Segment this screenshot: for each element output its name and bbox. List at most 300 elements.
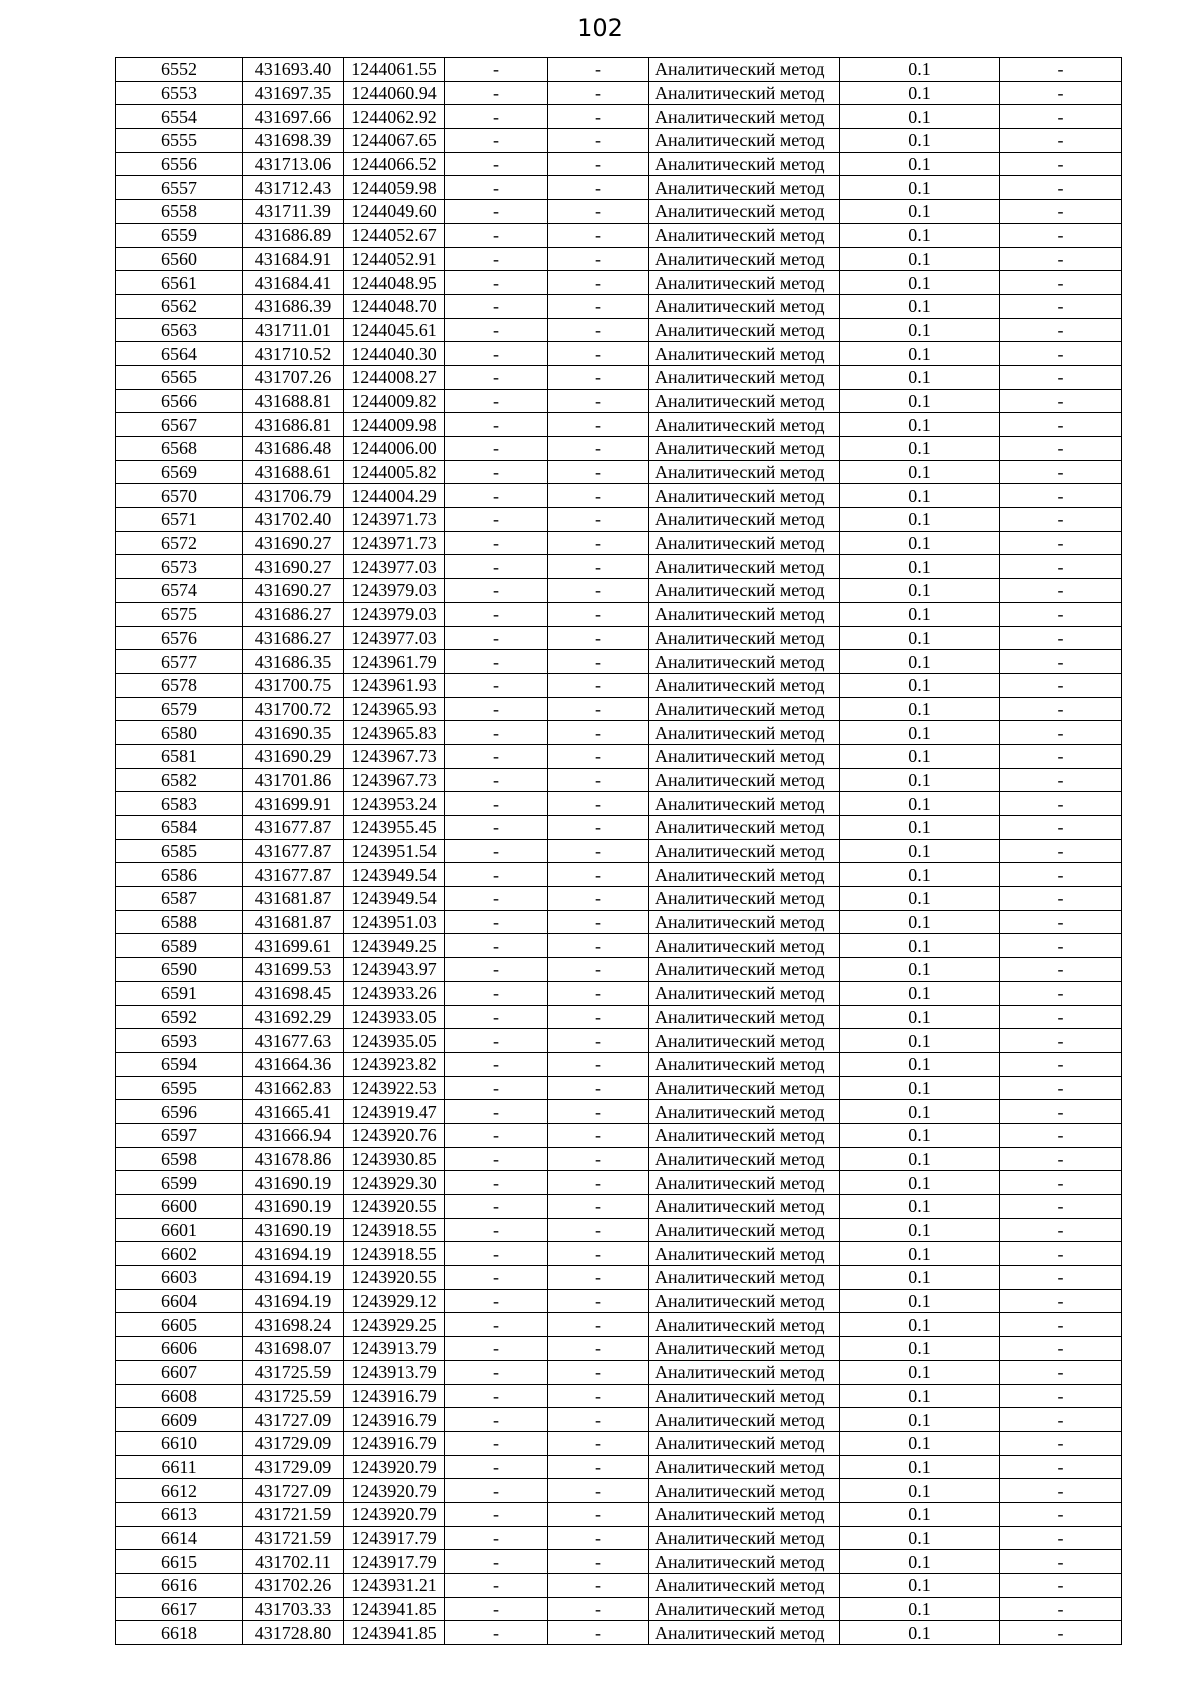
empty-dash-cell: -: [445, 1313, 548, 1337]
method-cell: Аналитический метод: [649, 1052, 840, 1076]
point-number-cell: 6569: [116, 460, 243, 484]
x-coordinate-cell: 431694.19: [243, 1242, 344, 1266]
x-coordinate-cell: 431702.11: [243, 1550, 344, 1574]
empty-dash-cell: -: [1000, 1218, 1122, 1242]
x-coordinate-cell: 431692.29: [243, 1005, 344, 1029]
empty-dash-cell: -: [548, 1029, 649, 1053]
x-coordinate-cell: 431711.39: [243, 200, 344, 224]
y-coordinate-cell: 1243961.93: [344, 673, 445, 697]
empty-dash-cell: -: [548, 1052, 649, 1076]
empty-dash-cell: -: [548, 816, 649, 840]
method-cell: Аналитический метод: [649, 223, 840, 247]
accuracy-cell: 0.1: [840, 1455, 1000, 1479]
table-row: [116, 1100, 1122, 1124]
empty-dash-cell: -: [548, 910, 649, 934]
table-row: [116, 839, 1122, 863]
table-row: [116, 294, 1122, 318]
accuracy-cell: 0.1: [840, 1195, 1000, 1219]
x-coordinate-cell: 431690.35: [243, 721, 344, 745]
y-coordinate-cell: 1243949.54: [344, 863, 445, 887]
method-cell: Аналитический метод: [649, 1266, 840, 1290]
empty-dash-cell: -: [1000, 1431, 1122, 1455]
accuracy-cell: 0.1: [840, 176, 1000, 200]
point-number-cell: 6564: [116, 342, 243, 366]
table-row: [116, 1431, 1122, 1455]
accuracy-cell: 0.1: [840, 129, 1000, 153]
empty-dash-cell: -: [548, 1005, 649, 1029]
point-number-cell: 6586: [116, 863, 243, 887]
empty-dash-cell: -: [1000, 792, 1122, 816]
empty-dash-cell: -: [1000, 697, 1122, 721]
method-cell: Аналитический метод: [649, 200, 840, 224]
accuracy-cell: 0.1: [840, 318, 1000, 342]
empty-dash-cell: -: [445, 271, 548, 295]
method-cell: Аналитический метод: [649, 697, 840, 721]
method-cell: Аналитический метод: [649, 626, 840, 650]
coordinates-table: [115, 57, 1122, 1645]
point-number-cell: 6560: [116, 247, 243, 271]
table-row: [116, 460, 1122, 484]
empty-dash-cell: -: [548, 223, 649, 247]
y-coordinate-cell: 1243943.97: [344, 958, 445, 982]
table-row: [116, 1313, 1122, 1337]
point-number-cell: 6612: [116, 1479, 243, 1503]
accuracy-cell: 0.1: [840, 365, 1000, 389]
point-number-cell: 6597: [116, 1123, 243, 1147]
accuracy-cell: 0.1: [840, 816, 1000, 840]
table-row: [116, 1218, 1122, 1242]
y-coordinate-cell: 1244009.98: [344, 413, 445, 437]
accuracy-cell: 0.1: [840, 508, 1000, 532]
empty-dash-cell: -: [445, 1218, 548, 1242]
accuracy-cell: 0.1: [840, 673, 1000, 697]
table-row: [116, 1408, 1122, 1432]
point-number-cell: 6584: [116, 816, 243, 840]
empty-dash-cell: -: [548, 1123, 649, 1147]
empty-dash-cell: -: [1000, 1289, 1122, 1313]
empty-dash-cell: -: [1000, 1195, 1122, 1219]
empty-dash-cell: -: [548, 1597, 649, 1621]
table-row: [116, 271, 1122, 295]
accuracy-cell: 0.1: [840, 555, 1000, 579]
table-row: [116, 721, 1122, 745]
method-cell: Аналитический метод: [649, 1384, 840, 1408]
empty-dash-cell: -: [445, 1076, 548, 1100]
empty-dash-cell: -: [548, 152, 649, 176]
empty-dash-cell: -: [1000, 1123, 1122, 1147]
table-row: [116, 626, 1122, 650]
method-cell: Аналитический метод: [649, 1147, 840, 1171]
x-coordinate-cell: 431721.59: [243, 1526, 344, 1550]
accuracy-cell: 0.1: [840, 531, 1000, 555]
accuracy-cell: 0.1: [840, 58, 1000, 82]
empty-dash-cell: -: [1000, 981, 1122, 1005]
method-cell: Аналитический метод: [649, 437, 840, 461]
y-coordinate-cell: 1243920.55: [344, 1195, 445, 1219]
table-row: [116, 816, 1122, 840]
empty-dash-cell: -: [1000, 152, 1122, 176]
empty-dash-cell: -: [548, 1195, 649, 1219]
y-coordinate-cell: 1243941.85: [344, 1597, 445, 1621]
method-cell: Аналитический метод: [649, 1218, 840, 1242]
empty-dash-cell: -: [445, 365, 548, 389]
accuracy-cell: 0.1: [840, 223, 1000, 247]
accuracy-cell: 0.1: [840, 437, 1000, 461]
x-coordinate-cell: 431681.87: [243, 887, 344, 911]
point-number-cell: 6578: [116, 673, 243, 697]
accuracy-cell: 0.1: [840, 1597, 1000, 1621]
accuracy-cell: 0.1: [840, 413, 1000, 437]
empty-dash-cell: -: [548, 1455, 649, 1479]
empty-dash-cell: -: [445, 389, 548, 413]
x-coordinate-cell: 431690.27: [243, 579, 344, 603]
empty-dash-cell: -: [548, 1076, 649, 1100]
point-number-cell: 6567: [116, 413, 243, 437]
empty-dash-cell: -: [548, 1526, 649, 1550]
x-coordinate-cell: 431729.09: [243, 1455, 344, 1479]
empty-dash-cell: -: [548, 1242, 649, 1266]
empty-dash-cell: -: [445, 981, 548, 1005]
accuracy-cell: 0.1: [840, 271, 1000, 295]
empty-dash-cell: -: [445, 1147, 548, 1171]
point-number-cell: 6577: [116, 650, 243, 674]
point-number-cell: 6606: [116, 1337, 243, 1361]
x-coordinate-cell: 431706.79: [243, 484, 344, 508]
y-coordinate-cell: 1243917.79: [344, 1550, 445, 1574]
method-cell: Аналитический метод: [649, 271, 840, 295]
point-number-cell: 6552: [116, 58, 243, 82]
x-coordinate-cell: 431707.26: [243, 365, 344, 389]
empty-dash-cell: -: [548, 129, 649, 153]
y-coordinate-cell: 1243929.30: [344, 1171, 445, 1195]
point-number-cell: 6609: [116, 1408, 243, 1432]
y-coordinate-cell: 1243961.79: [344, 650, 445, 674]
empty-dash-cell: -: [1000, 58, 1122, 82]
empty-dash-cell: -: [445, 294, 548, 318]
method-cell: Аналитический метод: [649, 81, 840, 105]
x-coordinate-cell: 431686.27: [243, 602, 344, 626]
table-row: [116, 910, 1122, 934]
point-number-cell: 6601: [116, 1218, 243, 1242]
method-cell: Аналитический метод: [649, 1123, 840, 1147]
accuracy-cell: 0.1: [840, 247, 1000, 271]
empty-dash-cell: -: [1000, 247, 1122, 271]
x-coordinate-cell: 431686.39: [243, 294, 344, 318]
method-cell: Аналитический метод: [649, 1526, 840, 1550]
y-coordinate-cell: 1243967.73: [344, 768, 445, 792]
y-coordinate-cell: 1243977.03: [344, 555, 445, 579]
empty-dash-cell: -: [445, 531, 548, 555]
method-cell: Аналитический метод: [649, 958, 840, 982]
y-coordinate-cell: 1243916.79: [344, 1431, 445, 1455]
method-cell: Аналитический метод: [649, 1408, 840, 1432]
point-number-cell: 6590: [116, 958, 243, 982]
empty-dash-cell: -: [548, 365, 649, 389]
x-coordinate-cell: 431677.87: [243, 839, 344, 863]
empty-dash-cell: -: [548, 934, 649, 958]
method-cell: Аналитический метод: [649, 1005, 840, 1029]
empty-dash-cell: -: [548, 294, 649, 318]
y-coordinate-cell: 1243951.03: [344, 910, 445, 934]
accuracy-cell: 0.1: [840, 650, 1000, 674]
point-number-cell: 6613: [116, 1502, 243, 1526]
y-coordinate-cell: 1244008.27: [344, 365, 445, 389]
y-coordinate-cell: 1243913.79: [344, 1360, 445, 1384]
table-row: [116, 697, 1122, 721]
accuracy-cell: 0.1: [840, 1289, 1000, 1313]
empty-dash-cell: -: [548, 1360, 649, 1384]
table-row: [116, 531, 1122, 555]
table-row: [116, 437, 1122, 461]
y-coordinate-cell: 1243920.55: [344, 1266, 445, 1290]
x-coordinate-cell: 431699.61: [243, 934, 344, 958]
point-number-cell: 6576: [116, 626, 243, 650]
empty-dash-cell: -: [1000, 1076, 1122, 1100]
empty-dash-cell: -: [548, 271, 649, 295]
empty-dash-cell: -: [445, 768, 548, 792]
empty-dash-cell: -: [1000, 508, 1122, 532]
point-number-cell: 6580: [116, 721, 243, 745]
accuracy-cell: 0.1: [840, 768, 1000, 792]
page-number: 102: [577, 14, 623, 42]
table-row: [116, 744, 1122, 768]
accuracy-cell: 0.1: [840, 934, 1000, 958]
point-number-cell: 6593: [116, 1029, 243, 1053]
empty-dash-cell: -: [548, 1574, 649, 1598]
empty-dash-cell: -: [548, 1313, 649, 1337]
point-number-cell: 6559: [116, 223, 243, 247]
empty-dash-cell: -: [548, 602, 649, 626]
table-row: [116, 1574, 1122, 1598]
table-row: [116, 1502, 1122, 1526]
x-coordinate-cell: 431725.59: [243, 1360, 344, 1384]
accuracy-cell: 0.1: [840, 626, 1000, 650]
table-row: [116, 152, 1122, 176]
table-row: [116, 1171, 1122, 1195]
x-coordinate-cell: 431697.66: [243, 105, 344, 129]
method-cell: Аналитический метод: [649, 792, 840, 816]
x-coordinate-cell: 431725.59: [243, 1384, 344, 1408]
accuracy-cell: 0.1: [840, 1100, 1000, 1124]
y-coordinate-cell: 1243913.79: [344, 1337, 445, 1361]
x-coordinate-cell: 431699.53: [243, 958, 344, 982]
empty-dash-cell: -: [1000, 816, 1122, 840]
accuracy-cell: 0.1: [840, 1147, 1000, 1171]
table-row: [116, 413, 1122, 437]
empty-dash-cell: -: [445, 129, 548, 153]
point-number-cell: 6562: [116, 294, 243, 318]
empty-dash-cell: -: [1000, 721, 1122, 745]
empty-dash-cell: -: [445, 673, 548, 697]
table-row: [116, 1597, 1122, 1621]
method-cell: Аналитический метод: [649, 318, 840, 342]
x-coordinate-cell: 431662.83: [243, 1076, 344, 1100]
empty-dash-cell: -: [548, 437, 649, 461]
method-cell: Аналитический метод: [649, 602, 840, 626]
method-cell: Аналитический метод: [649, 1550, 840, 1574]
empty-dash-cell: -: [548, 1621, 649, 1645]
empty-dash-cell: -: [548, 413, 649, 437]
method-cell: Аналитический метод: [649, 768, 840, 792]
y-coordinate-cell: 1244005.82: [344, 460, 445, 484]
empty-dash-cell: -: [445, 1337, 548, 1361]
x-coordinate-cell: 431711.01: [243, 318, 344, 342]
x-coordinate-cell: 431684.41: [243, 271, 344, 295]
empty-dash-cell: -: [548, 105, 649, 129]
point-number-cell: 6614: [116, 1526, 243, 1550]
y-coordinate-cell: 1243979.03: [344, 602, 445, 626]
point-number-cell: 6611: [116, 1455, 243, 1479]
accuracy-cell: 0.1: [840, 1526, 1000, 1550]
method-cell: Аналитический метод: [649, 1195, 840, 1219]
empty-dash-cell: -: [1000, 1384, 1122, 1408]
empty-dash-cell: -: [445, 1195, 548, 1219]
method-cell: Аналитический метод: [649, 887, 840, 911]
x-coordinate-cell: 431686.27: [243, 626, 344, 650]
empty-dash-cell: -: [1000, 1550, 1122, 1574]
x-coordinate-cell: 431684.91: [243, 247, 344, 271]
accuracy-cell: 0.1: [840, 1029, 1000, 1053]
table-row: [116, 1337, 1122, 1361]
empty-dash-cell: -: [445, 1408, 548, 1432]
empty-dash-cell: -: [1000, 555, 1122, 579]
x-coordinate-cell: 431700.72: [243, 697, 344, 721]
empty-dash-cell: -: [1000, 1408, 1122, 1432]
empty-dash-cell: -: [445, 579, 548, 603]
method-cell: Аналитический метод: [649, 1597, 840, 1621]
empty-dash-cell: -: [1000, 389, 1122, 413]
empty-dash-cell: -: [1000, 768, 1122, 792]
method-cell: Аналитический метод: [649, 58, 840, 82]
x-coordinate-cell: 431665.41: [243, 1100, 344, 1124]
y-coordinate-cell: 1243917.79: [344, 1526, 445, 1550]
x-coordinate-cell: 431690.27: [243, 555, 344, 579]
point-number-cell: 6600: [116, 1195, 243, 1219]
empty-dash-cell: -: [548, 863, 649, 887]
accuracy-cell: 0.1: [840, 744, 1000, 768]
method-cell: Аналитический метод: [649, 1076, 840, 1100]
table-row: [116, 579, 1122, 603]
empty-dash-cell: -: [548, 200, 649, 224]
method-cell: Аналитический метод: [649, 863, 840, 887]
y-coordinate-cell: 1243922.53: [344, 1076, 445, 1100]
empty-dash-cell: -: [445, 721, 548, 745]
accuracy-cell: 0.1: [840, 1242, 1000, 1266]
empty-dash-cell: -: [548, 579, 649, 603]
method-cell: Аналитический метод: [649, 365, 840, 389]
accuracy-cell: 0.1: [840, 792, 1000, 816]
point-number-cell: 6554: [116, 105, 243, 129]
empty-dash-cell: -: [1000, 176, 1122, 200]
x-coordinate-cell: 431686.81: [243, 413, 344, 437]
y-coordinate-cell: 1244062.92: [344, 105, 445, 129]
x-coordinate-cell: 431678.86: [243, 1147, 344, 1171]
empty-dash-cell: -: [445, 1479, 548, 1503]
y-coordinate-cell: 1243971.73: [344, 531, 445, 555]
accuracy-cell: 0.1: [840, 1076, 1000, 1100]
method-cell: Аналитический метод: [649, 1313, 840, 1337]
method-cell: Аналитический метод: [649, 981, 840, 1005]
y-coordinate-cell: 1243916.79: [344, 1408, 445, 1432]
method-cell: Аналитический метод: [649, 1242, 840, 1266]
method-cell: Аналитический метод: [649, 389, 840, 413]
point-number-cell: 6591: [116, 981, 243, 1005]
point-number-cell: 6581: [116, 744, 243, 768]
x-coordinate-cell: 431686.48: [243, 437, 344, 461]
empty-dash-cell: -: [445, 81, 548, 105]
point-number-cell: 6608: [116, 1384, 243, 1408]
accuracy-cell: 0.1: [840, 1502, 1000, 1526]
empty-dash-cell: -: [548, 1384, 649, 1408]
y-coordinate-cell: 1243933.05: [344, 1005, 445, 1029]
accuracy-cell: 0.1: [840, 1360, 1000, 1384]
table-row: [116, 1360, 1122, 1384]
empty-dash-cell: -: [548, 1147, 649, 1171]
empty-dash-cell: -: [445, 413, 548, 437]
empty-dash-cell: -: [445, 247, 548, 271]
empty-dash-cell: -: [1000, 626, 1122, 650]
empty-dash-cell: -: [1000, 1266, 1122, 1290]
table-row: [116, 650, 1122, 674]
empty-dash-cell: -: [1000, 958, 1122, 982]
table-row: [116, 389, 1122, 413]
empty-dash-cell: -: [1000, 1597, 1122, 1621]
y-coordinate-cell: 1243920.76: [344, 1123, 445, 1147]
method-cell: Аналитический метод: [649, 721, 840, 745]
y-coordinate-cell: 1243933.26: [344, 981, 445, 1005]
empty-dash-cell: -: [1000, 673, 1122, 697]
y-coordinate-cell: 1244006.00: [344, 437, 445, 461]
table-row: [116, 484, 1122, 508]
accuracy-cell: 0.1: [840, 887, 1000, 911]
empty-dash-cell: -: [1000, 413, 1122, 437]
empty-dash-cell: -: [445, 460, 548, 484]
x-coordinate-cell: 431681.87: [243, 910, 344, 934]
point-number-cell: 6599: [116, 1171, 243, 1195]
table-row: [116, 176, 1122, 200]
empty-dash-cell: -: [548, 460, 649, 484]
accuracy-cell: 0.1: [840, 1123, 1000, 1147]
empty-dash-cell: -: [1000, 1621, 1122, 1645]
point-number-cell: 6607: [116, 1360, 243, 1384]
empty-dash-cell: -: [445, 105, 548, 129]
empty-dash-cell: -: [445, 1502, 548, 1526]
method-cell: Аналитический метод: [649, 1360, 840, 1384]
point-number-cell: 6568: [116, 437, 243, 461]
point-number-cell: 6553: [116, 81, 243, 105]
x-coordinate-cell: 431666.94: [243, 1123, 344, 1147]
empty-dash-cell: -: [445, 1384, 548, 1408]
empty-dash-cell: -: [1000, 484, 1122, 508]
empty-dash-cell: -: [548, 389, 649, 413]
table-row: [116, 1479, 1122, 1503]
y-coordinate-cell: 1244004.29: [344, 484, 445, 508]
y-coordinate-cell: 1243965.83: [344, 721, 445, 745]
empty-dash-cell: -: [548, 1479, 649, 1503]
point-number-cell: 6592: [116, 1005, 243, 1029]
empty-dash-cell: -: [548, 58, 649, 82]
empty-dash-cell: -: [548, 1171, 649, 1195]
accuracy-cell: 0.1: [840, 721, 1000, 745]
empty-dash-cell: -: [1000, 1337, 1122, 1361]
y-coordinate-cell: 1243949.25: [344, 934, 445, 958]
x-coordinate-cell: 431697.35: [243, 81, 344, 105]
table-row: [116, 223, 1122, 247]
empty-dash-cell: -: [1000, 271, 1122, 295]
table-row: [116, 1455, 1122, 1479]
y-coordinate-cell: 1243953.24: [344, 792, 445, 816]
point-number-cell: 6596: [116, 1100, 243, 1124]
